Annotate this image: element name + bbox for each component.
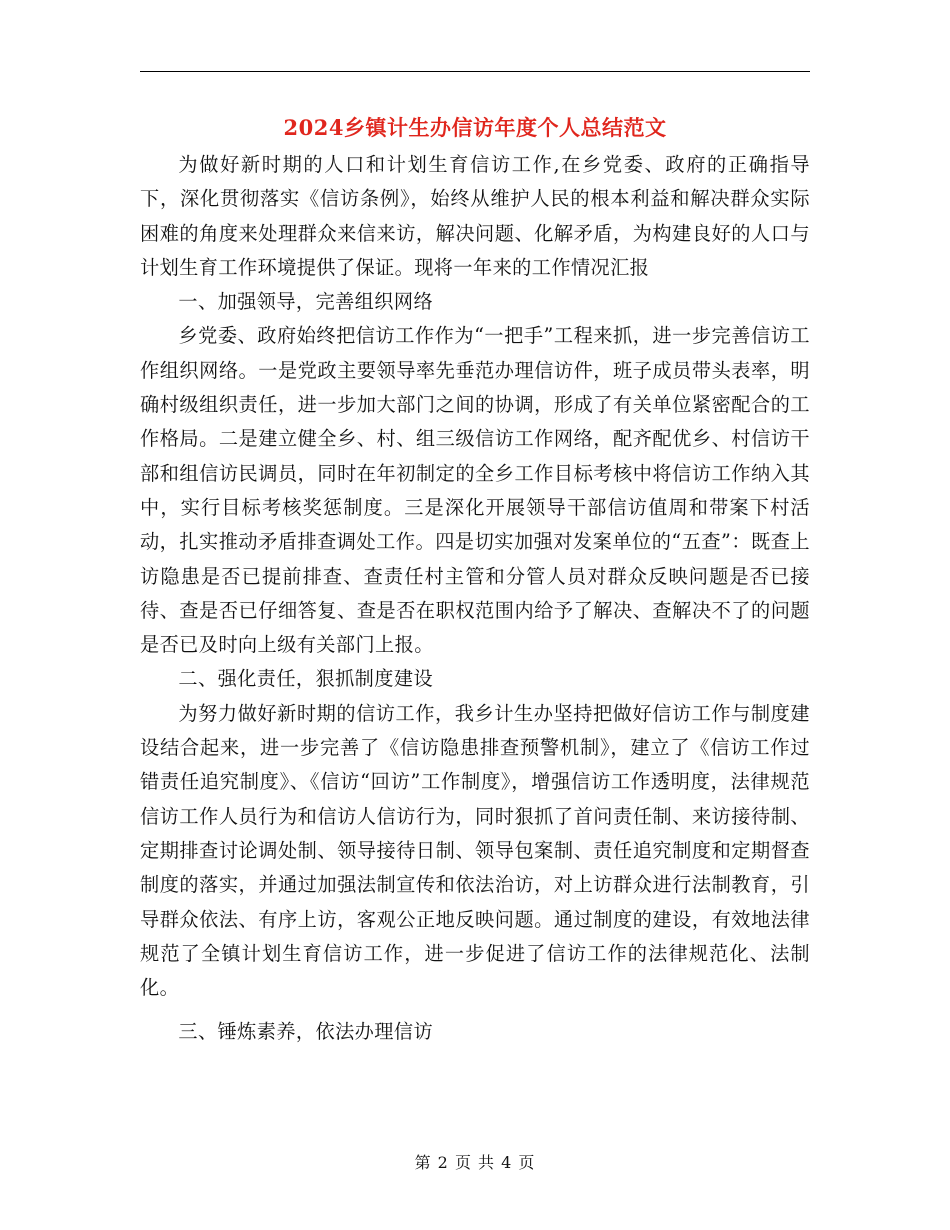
page-number-footer: 第 2 页 共 4 页 — [414, 1153, 536, 1172]
paragraph-intro: 为做好新时期的人口和计划生育信访工作,在乡党委、政府的正确指导下，深化贯彻落实《信访条例》，始终从维护人民的根本利益和解决群众实际困难的角度来处理群众来信来访，解决问题、化解矛盾，为构建良好的人口与计划生育工作环境提供了保证。现将一年来的工作情况汇报 — [140, 153, 810, 279]
paragraph-section-1: 乡党委、政府始终把信访工作作为“一把手”工程来抓，进一步完善信访工作组织网络。一是党政主要领导率先垂范办理信访件，班子成员带头表率，明确村级组织责任，进一步加大部门之间的协调，形成了有关单位紧密配合的工作格局。二是建立健全乡、村、组三级信访工作网络，配齐配优乡、村信访干部和组信访民调员，同时在年初制定的全乡工作目标考核中将信访工作纳入其中，实行目标考核奖惩制度。三是深化开展领导干部信访值周和带案下村活动，扎实推动矛盾排查调处工作。四是切实加强对发案单位的“五查”：既查上访隐患是否已提前排查、查责任村主管和分管人员对群众反映问题是否已接待、查是否已仔细答复、查是否在职权范围内给予了解决、查解决不了的问题是否已及时向上级有关部门上报。 — [140, 324, 810, 657]
section-heading-2: 二、强化责任，狠抓制度建设 — [178, 667, 434, 691]
header-rule — [140, 71, 810, 72]
section-heading-1: 一、加强领导，完善组织网络 — [178, 290, 434, 314]
document-title: 2024乡镇计生办信访年度个人总结范文 — [283, 115, 667, 140]
document-body — [140, 148, 810, 1050]
paragraph-section-2: 为努力做好新时期的信访工作，我乡计生办坚持把做好信访工作与制度建设结合起来，进一步完善了《信访隐患排查预警机制》，建立了《信访工作过错责任追究制度》、《信访“回访”工作制度》，增强信访工作透明度，法律规范信访工作人员行为和信访人信访行为，同时狠抓了首问责任制、来访接待制、定期排查讨论调处制、领导接待日制、领导包案制、责任追究制度和定期督查制度的落实，并通过加强法制宣传和依法治访，对上访群众进行法制教育，引导群众依法、有序上访，客观公正地反映问题。通过制度的建设，有效地法律规范了全镇计划生育信访工作，进一步促进了信访工作的法律规范化、法制化。 — [140, 701, 810, 1000]
section-heading-3: 三、锤炼素养，依法办理信访 — [178, 1020, 434, 1044]
